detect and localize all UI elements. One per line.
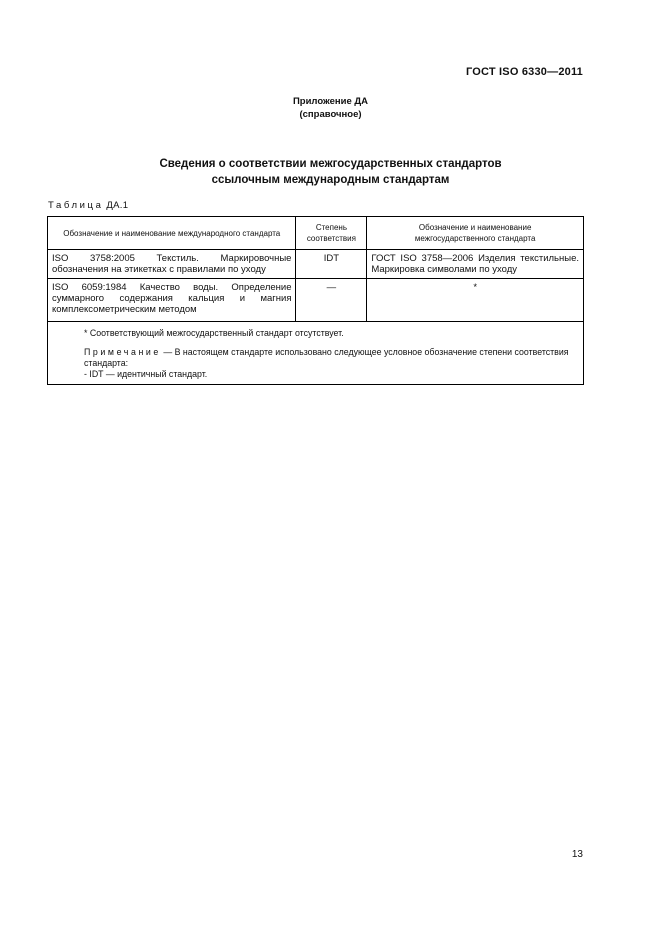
table-label-number: ДА.1 — [106, 200, 129, 211]
header-degree-line-1: Степень — [315, 223, 347, 232]
cell-interstate-standard: ГОСТ ISO 3758—2006 Изделия текстильные. Маркировка символами по уходу — [367, 250, 584, 279]
annex-heading — [0, 95, 661, 121]
table-header-row — [48, 217, 584, 250]
annex-subtitle: (справочное) — [299, 109, 362, 120]
header-international-standard: Обозначение и наименование международного стандарта — [48, 217, 296, 250]
correspondence-table — [47, 216, 584, 385]
document-code: ГОСТ ISO 6330—2011 — [465, 66, 583, 78]
header-interstate-line-2: межгосударственного стандарта — [414, 234, 536, 243]
table-label — [48, 200, 128, 211]
cell-international-standard: ISO 6059:1984 Качество воды. Определение суммарного содержания кальция и магния комплексометрическим методом — [48, 279, 296, 322]
page-number: 13 — [571, 849, 583, 860]
table-row — [48, 279, 584, 322]
cell-interstate-standard: * — [367, 279, 584, 322]
note-item: - IDT — идентичный стандарт. — [84, 369, 208, 379]
title-line-1: Сведения о соответствии межгосударственных стандартов — [159, 158, 502, 170]
header-interstate-line-1: Обозначение и наименование — [418, 223, 532, 232]
annex-title: Приложение ДА — [292, 96, 369, 107]
table-notes-row — [48, 322, 584, 385]
title-line-2: ссылочным международным стандартам — [211, 174, 450, 186]
cell-degree: — — [296, 279, 367, 322]
note-text: — В настоящем стандарте использовано следующее условное обозначение степени соответствия стандарта: — [84, 347, 569, 368]
table-row — [48, 250, 584, 279]
note-paragraph — [56, 347, 575, 369]
page-title — [0, 156, 661, 188]
note-label: Примечание — [84, 347, 161, 357]
header-interstate-standard — [367, 217, 584, 250]
table-label-word: Таблица — [48, 200, 104, 211]
table-notes — [48, 322, 584, 385]
header-degree-line-2: соответствия — [306, 234, 356, 243]
cell-degree: IDT — [296, 250, 367, 279]
cell-international-standard: ISO 3758:2005 Текстиль. Маркировочные обозначения на этикетках с правилами по уходу — [48, 250, 296, 279]
header-degree — [296, 217, 367, 250]
footnote: * Соответствующий межгосударственный стандарт отсутствует. — [84, 328, 344, 338]
